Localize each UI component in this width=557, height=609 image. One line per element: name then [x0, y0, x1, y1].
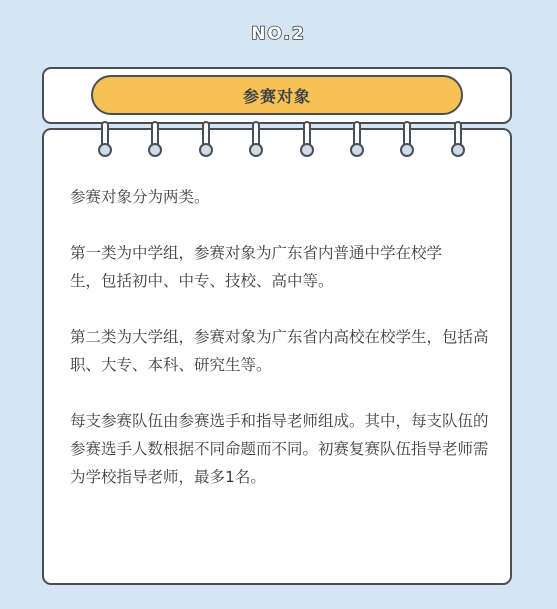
binder-ring-icon [399, 121, 415, 159]
paragraph-team: 每支参赛队伍由参赛选手和指导老师组成。其中，每支队伍的参赛选手人数根据不同命题而不同。初赛复赛队伍指导老师需为学校指导老师，最多1名。 [70, 412, 489, 486]
binder-ring-icon [248, 121, 264, 159]
binder-ring-icon [450, 121, 466, 159]
binder-ring-icon [299, 121, 315, 159]
content-text [70, 183, 490, 519]
header-card [42, 67, 512, 124]
binder-ring-icon [147, 121, 163, 159]
section-title: 参赛对象 [91, 75, 463, 115]
section-number-badge: NO.2 [251, 24, 306, 44]
binder-ring-icon [349, 121, 365, 159]
paragraph-categories: 参赛对象分为两类。 [70, 188, 210, 206]
paragraph-middle-school-line-2: 生，包括初中、中专、技校、高中等。 [70, 272, 334, 290]
binder-ring-icon [97, 121, 113, 159]
binder-ring-icon [198, 121, 214, 159]
paragraph-university: 第二类为大学组，参赛对象为广东省内高校在校学生，包括高职、大专、本科、研究生等。 [70, 328, 489, 374]
paragraph-middle-school-line-1: 第一类为中学组，参赛对象为广东省内普通中学在校学 [70, 244, 443, 262]
